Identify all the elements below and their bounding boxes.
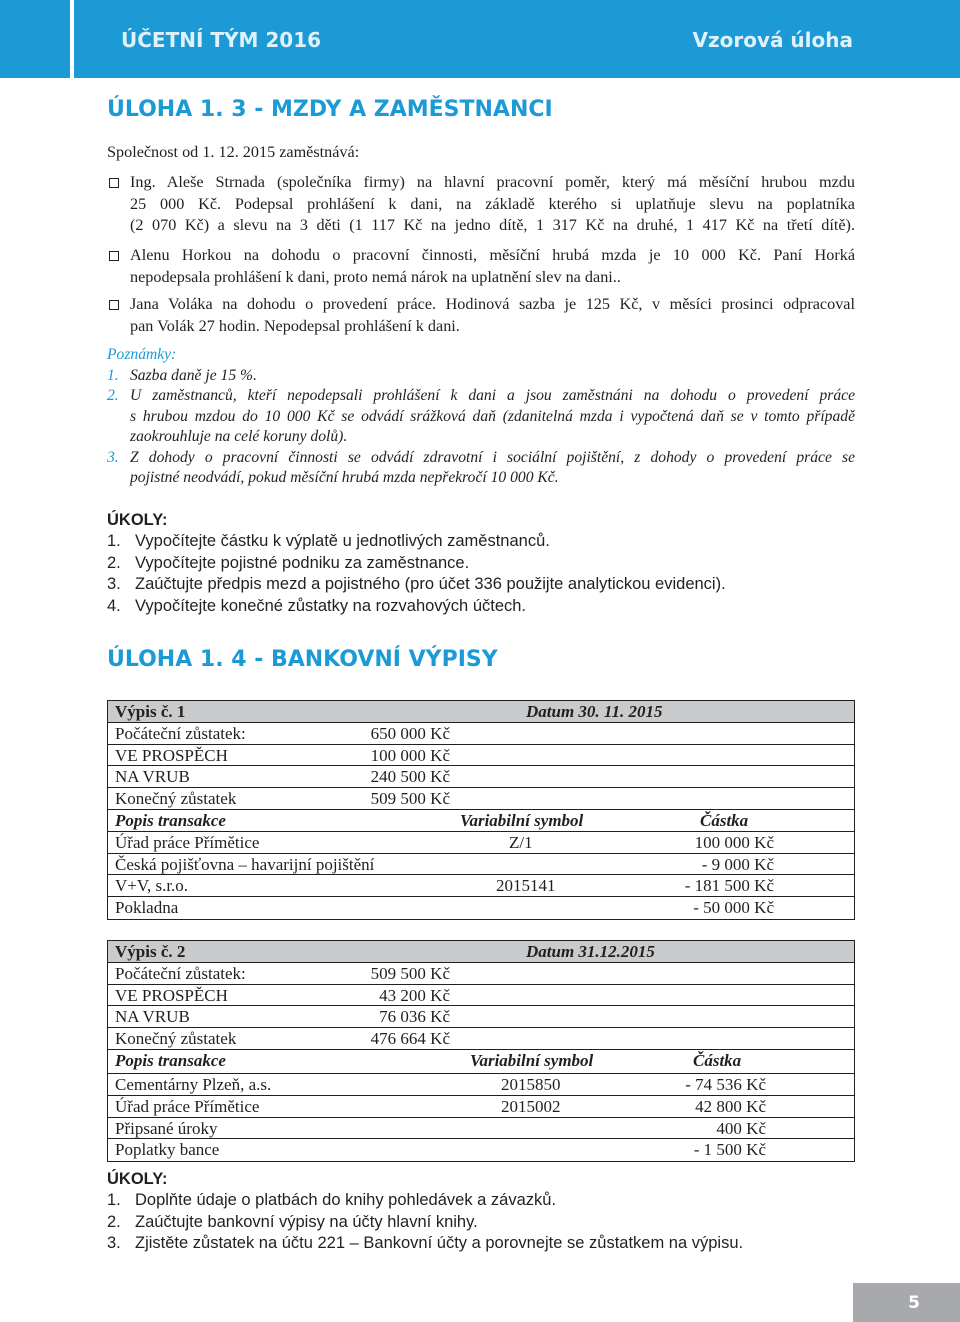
column-variable-symbol: Variabilní symbol — [460, 810, 584, 830]
summary-label: VE PROSPĚCH — [115, 985, 228, 1005]
tasks-list-2 — [107, 1190, 743, 1255]
summary-row — [108, 963, 854, 985]
employee-bullet-strnad — [107, 172, 855, 237]
transaction-vs: 2015850 — [501, 1074, 561, 1094]
bullet-line: Jana Voláka na dohodu o provedení práce. Hodinová sazba je 125 Kč, v měsíci prosinci odpracoval — [130, 295, 855, 313]
note-line: zaokrouhluje na celé koruny dolů). — [130, 428, 348, 445]
summary-value: 509 500 Kč — [370, 789, 450, 809]
task-text: Vypočítejte konečné zůstatky na rozvahových účtech. — [135, 596, 527, 615]
column-amount: Částka — [700, 810, 749, 830]
transaction-row — [108, 832, 854, 854]
transaction-description: Úřad práce Přímětice — [115, 1096, 260, 1116]
task-item — [107, 596, 726, 618]
task-number: 1. — [107, 532, 121, 550]
statement-date: Datum 30. 11. 2015 — [526, 702, 663, 721]
bullet-line: 25 000 Kč. Podepsal prohlášení k dani, na základě kterého si uplatňuje slevu na poplatníka — [130, 194, 855, 213]
notes-label: Poznámky: — [107, 346, 177, 363]
task-text: Zjistěte zůstatek na účtu 221 – Bankovní účty a porovnejte se zůstatkem na výpisu. — [135, 1234, 744, 1252]
column-amount: Částka — [693, 1050, 742, 1070]
page-number-box — [853, 1283, 960, 1322]
note-line: s hrubou mzdou do 10 000 Kč se odvádí srážková daň (zdanitelná mzda i vypočtená daň se v tomto případě — [130, 407, 855, 425]
task-number: 3. — [107, 1234, 121, 1252]
statement-header — [108, 701, 854, 723]
statement-title: Výpis č. 1 — [115, 702, 186, 721]
statement-header — [108, 941, 854, 963]
summary-label: NA VRUB — [115, 1007, 190, 1027]
transaction-row — [108, 897, 854, 919]
bank-statement-1 — [107, 700, 855, 920]
task-text: Zaúčtujte bankovní výpisy na účty hlavní knihy. — [135, 1212, 478, 1231]
summary-value: 509 500 Kč — [370, 963, 450, 983]
summary-label: NA VRUB — [115, 767, 190, 787]
header-title: ÚČETNÍ TÝM 2016 — [121, 28, 322, 52]
transaction-amount: - 181 500 Kč — [684, 876, 774, 896]
summary-label: Počáteční zůstatek: — [115, 963, 246, 983]
bullet-line: Ing. Aleše Strnada (společníka firmy) na hlavní pracovní poměr, který má měsíční hrubou mzdu — [130, 173, 855, 191]
transaction-description: Česká pojišťovna – havarijní pojištění — [115, 854, 375, 874]
note-line: U zaměstnanců, kteří nepodepsali prohlášení k dani a jsou zaměstnáni na dohodu o provedení práce — [130, 387, 855, 404]
note-line: pojistné neodvádí, pokud měsíční hrubá mzda nepřekročí 10 000 Kč. — [130, 469, 559, 486]
transaction-description: Úřad práce Přímětice — [115, 832, 260, 852]
column-description: Popis transakce — [115, 1050, 226, 1070]
task-number: 2. — [107, 553, 121, 572]
task-text: Vypočítejte pojistné podniku za zaměstnance. — [135, 553, 470, 572]
transaction-amount: 42 800 Kč — [695, 1096, 766, 1116]
transaction-description: Připsané úroky — [115, 1118, 218, 1138]
checkbox-icon — [109, 300, 119, 310]
page-number: 5 — [908, 1293, 920, 1313]
transaction-amount: - 9 000 Kč — [701, 854, 774, 874]
column-description: Popis transakce — [115, 810, 226, 830]
transaction-amount: - 74 536 Kč — [685, 1074, 766, 1094]
summary-label: Konečný zůstatek — [115, 1029, 237, 1049]
checkbox-icon — [109, 178, 119, 188]
intro-text: Společnost od 1. 12. 2015 zaměstnává: — [107, 143, 360, 161]
column-variable-symbol: Variabilní symbol — [470, 1050, 594, 1070]
transaction-vs: 2015141 — [496, 876, 556, 896]
note-item — [107, 448, 855, 489]
statement-title: Výpis č. 2 — [115, 942, 186, 961]
summary-value: 76 036 Kč — [379, 1007, 450, 1027]
statement-date: Datum 31.12.2015 — [526, 942, 655, 961]
summary-label: VE PROSPĚCH — [115, 745, 228, 765]
task-item — [107, 1233, 743, 1255]
transaction-amount: - 50 000 Kč — [693, 898, 774, 918]
transaction-row — [108, 1096, 854, 1118]
task-text: Doplňte údaje o platbách do knihy pohledávek a závazků. — [135, 1191, 557, 1209]
summary-row — [108, 1028, 854, 1050]
note-line: Sazba daně je 15 %. — [130, 366, 257, 384]
bullet-line: nepodepsala prohlášení k dani, proto nemá nárok na uplatnění slev na dani.. — [130, 267, 621, 286]
bullet-line: pan Volák 27 hodin. Nepodepsal prohlášení k dani. — [130, 316, 460, 335]
notes-block — [107, 345, 855, 489]
bank-statement-2 — [107, 940, 855, 1162]
transaction-description: V+V, s.r.o. — [115, 876, 189, 896]
task-item — [107, 553, 726, 575]
transaction-vs: Z/1 — [509, 832, 533, 852]
header-stripe — [70, 0, 74, 78]
task-number: 1. — [107, 1191, 121, 1209]
transactions-header — [108, 810, 854, 832]
note-item — [107, 386, 855, 448]
transaction-row — [108, 1118, 854, 1140]
summary-value: 476 664 Kč — [370, 1029, 450, 1049]
note-item — [107, 366, 855, 387]
summary-value: 100 000 Kč — [370, 745, 450, 765]
note-number: 2. — [107, 387, 119, 404]
summary-row — [108, 745, 854, 767]
transaction-description: Poplatky bance — [115, 1140, 220, 1160]
summary-row — [108, 766, 854, 788]
employee-bullet-volak — [107, 294, 855, 337]
tasks-heading-2: ÚKOLY: — [107, 1170, 168, 1188]
summary-value: 240 500 Kč — [370, 767, 450, 787]
note-number: 1. — [107, 366, 119, 384]
task-item — [107, 574, 726, 596]
transactions-header — [108, 1050, 854, 1074]
task-number: 3. — [107, 575, 121, 593]
employee-bullet-horka — [107, 245, 855, 288]
checkbox-icon — [109, 251, 119, 261]
task-number: 4. — [107, 596, 121, 615]
tasks-heading: ÚKOLY: — [107, 511, 168, 529]
task-item — [107, 1212, 743, 1234]
header-subtitle: Vzorová úloha — [692, 28, 853, 52]
transaction-row — [108, 854, 854, 876]
summary-value: 43 200 Kč — [379, 985, 450, 1005]
transaction-amount: - 1 500 Kč — [693, 1140, 766, 1160]
summary-label: Počáteční zůstatek: — [115, 723, 246, 743]
bullet-line: (2 070 Kč) a slevu na 3 děti (1 117 Kč na jedno dítě, 1 317 Kč na druhé, 1 417 Kč na třetí dítě). — [130, 216, 855, 234]
transaction-row — [108, 1139, 854, 1161]
summary-row — [108, 1006, 854, 1028]
section-title-mzdy: ÚLOHA 1. 3 - MZDY A ZAMĚSTNANCI — [107, 97, 553, 122]
task-text: Vypočítejte částku k výplatě u jednotlivých zaměstnanců. — [135, 532, 550, 550]
summary-row — [108, 723, 854, 745]
section-title-bankovni-vypisy: ÚLOHA 1. 4 - BANKOVNÍ VÝPISY — [107, 647, 498, 672]
transaction-row — [108, 875, 854, 897]
transaction-vs: 2015002 — [501, 1096, 561, 1116]
bullet-line: Alenu Horkou na dohodu o pracovní činnosti, měsíční hrubá mzda je 10 000 Kč. Paní Horká — [130, 246, 855, 264]
note-line: Z dohody o pracovní činnosti se odvádí zdravotní i sociální pojištění, z dohody o provedení práce se — [130, 448, 855, 466]
transaction-description: Pokladna — [115, 898, 179, 918]
task-item — [107, 531, 726, 553]
transaction-amount: 100 000 Kč — [694, 832, 774, 852]
summary-label: Konečný zůstatek — [115, 789, 237, 809]
task-text: Zaúčtujte předpis mezd a pojistného (pro účet 336 použijte analytickou evidenci). — [135, 575, 726, 593]
task-item — [107, 1190, 743, 1212]
transaction-amount: 400 Kč — [716, 1118, 766, 1138]
tasks-list — [107, 531, 726, 617]
task-number: 2. — [107, 1212, 121, 1231]
page-header — [0, 0, 960, 78]
transaction-description: Cementárny Plzeň, a.s. — [115, 1074, 272, 1094]
summary-row — [108, 788, 854, 810]
summary-row — [108, 985, 854, 1007]
summary-value: 650 000 Kč — [370, 723, 450, 743]
transaction-row — [108, 1074, 854, 1096]
note-number: 3. — [107, 448, 119, 466]
